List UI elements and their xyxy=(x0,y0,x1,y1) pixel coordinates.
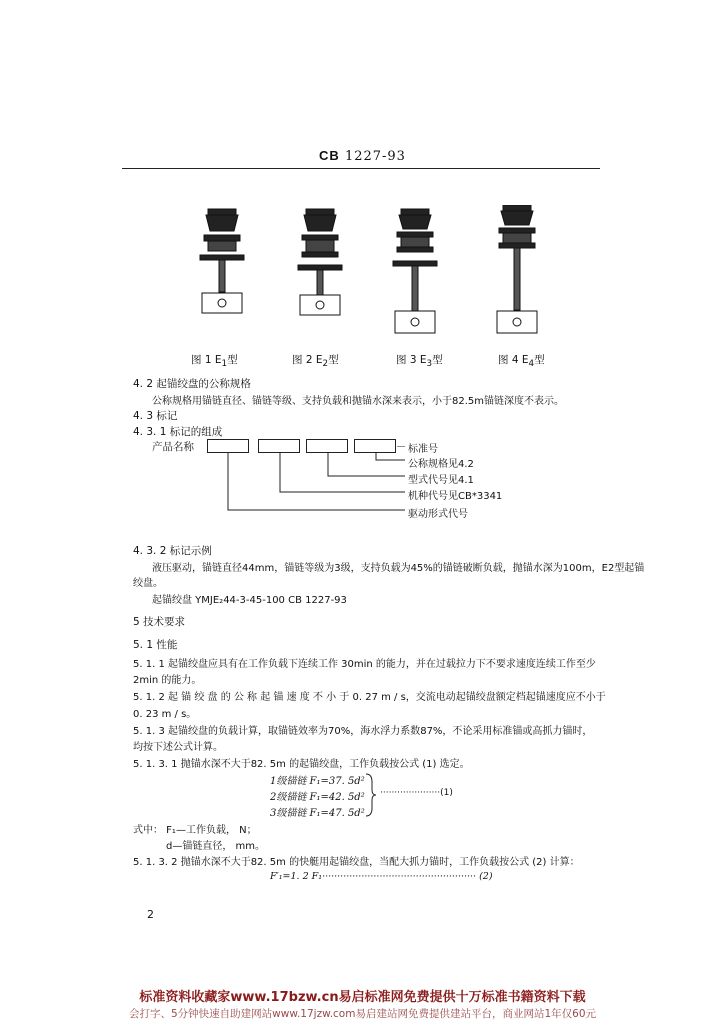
windlass-figure-e2 xyxy=(290,205,350,345)
footer-subbanner: 会打字、5分钟快速自助建网站www.17jzw.com易启建站网免费提供建站平台，商业网站1年仅60元 xyxy=(128,1008,597,1020)
section-5-1-1-line1: 5. 1. 1 起锚绞盘应具有在工作负载下连续工作 30min 的能力，并在过载拉力下不要求速度连续工作至少 xyxy=(133,659,596,670)
windlass-figure-e1 xyxy=(192,205,252,345)
section-4-3-2-heading: 4. 3. 2 标记示例 xyxy=(133,545,212,557)
section-5-1-2-line2: 0. 23 m / s。 xyxy=(133,709,197,720)
figure-caption-1: 图 1 $E_1$型 xyxy=(191,354,238,370)
section-5-1-3-1-line: 5. 1. 3. 1 抛锚水深不大于82. 5m 的起锚绞盘，工作负载按公式 (1) 选定。 xyxy=(133,759,470,770)
windlass-figure-e3 xyxy=(385,205,445,345)
header-code: CB xyxy=(319,148,340,163)
section-5-1-3-line1: 5. 1. 3 起锚绞盘的负载计算，取锚链效率为70%，海水浮力系数87%，不论采用标准锚或高抓力锚时， xyxy=(133,726,593,737)
marking-label-type: 型式代号见4.1 xyxy=(408,475,474,486)
header-number: 1227-93 xyxy=(344,149,406,164)
example-text-line1: 液压驱动，锚链直径44mm，锚链等级为3级，支持负载为45%的锚链破断负载，抛锚水深为100m，E2型起锚 xyxy=(152,563,645,574)
section-5-1-heading: 5. 1 性能 xyxy=(133,639,178,651)
where-d: d—锚链直径， mm。 xyxy=(166,841,266,852)
equation-number-1: ·····················(1) xyxy=(380,788,453,798)
figure-caption-3: 图 3 $E_3$型 xyxy=(396,354,443,370)
figure-caption-4: 图 4 $E_4$型 xyxy=(498,354,545,370)
section-5-1-1-line2: 2min 的能力。 xyxy=(133,675,202,686)
section-5-1-3-2-line: 5. 1. 3. 2 抛锚水深不大于82. 5m 的快艇用起锚绞盘，当配大抓力锚时，工作负载按公式 (2) 计算： xyxy=(133,857,580,868)
example-text-line2: 绞盘。 xyxy=(133,578,163,589)
footer-banner: 标准资料收藏家www.17bzw.cn易启标准网免费提供十万标准书籍资料下载 xyxy=(139,990,586,1005)
product-name-label: 产品名称 xyxy=(152,441,194,453)
formula-grade-2: 2级锚链 F₁=42. 5d² xyxy=(270,792,365,803)
section-4-3-1-heading: 4. 3. 1 标记的组成 xyxy=(133,426,223,438)
formula-grade-3: 3级锚链 F₁=47. 5d² xyxy=(270,808,365,819)
figure-caption-2: 图 2 $E_2$型 xyxy=(292,354,339,370)
page-number: 2 xyxy=(147,908,154,921)
section-5-1-2-line1: 5. 1. 2 起 锚 绞 盘 的 公 称 起 锚 速 度 不 小 于 0. 27 m / s，交流电动起锚绞盘额定档起锚速度应不小于 xyxy=(133,692,606,703)
marking-label-standard: 标准号 xyxy=(408,444,438,455)
section-4-3-heading: 4. 3 标记 xyxy=(133,410,178,422)
marking-label-machine: 机种代号见CB*3341 xyxy=(408,491,503,502)
document-header xyxy=(0,148,725,164)
marking-label-drive: 驱动形式代号 xyxy=(408,509,468,520)
example-marking: 起锚绞盘 YMJE₂44-3-45-100 CB 1227-93 xyxy=(152,595,347,606)
section-5-1-3-line2: 均按下述公式计算。 xyxy=(133,742,223,753)
marking-label-spec: 公称规格见4.2 xyxy=(408,459,474,470)
formula-2: F′₁=1. 2 F₁··················································· (2) xyxy=(270,871,493,882)
section-5-heading: 5 技术要求 xyxy=(133,616,186,628)
formula-grade-1: 1级锚链 F₁=37. 5d² xyxy=(270,776,365,787)
where-f1: 式中： F₁—工作负载， N； xyxy=(133,825,257,836)
formula-brace xyxy=(364,772,378,818)
section-4-2-heading: 4. 2 起锚绞盘的公称规格 xyxy=(133,378,251,390)
marking-leader-lines xyxy=(200,446,410,516)
windlass-figure-e4 xyxy=(487,205,547,345)
section-4-2-body: 公称规格用锚链直径、锚链等级、支持负载和抛锚水深来表示，小于82.5m锚链深度不表示。 xyxy=(152,396,565,407)
header-rule xyxy=(122,168,600,169)
